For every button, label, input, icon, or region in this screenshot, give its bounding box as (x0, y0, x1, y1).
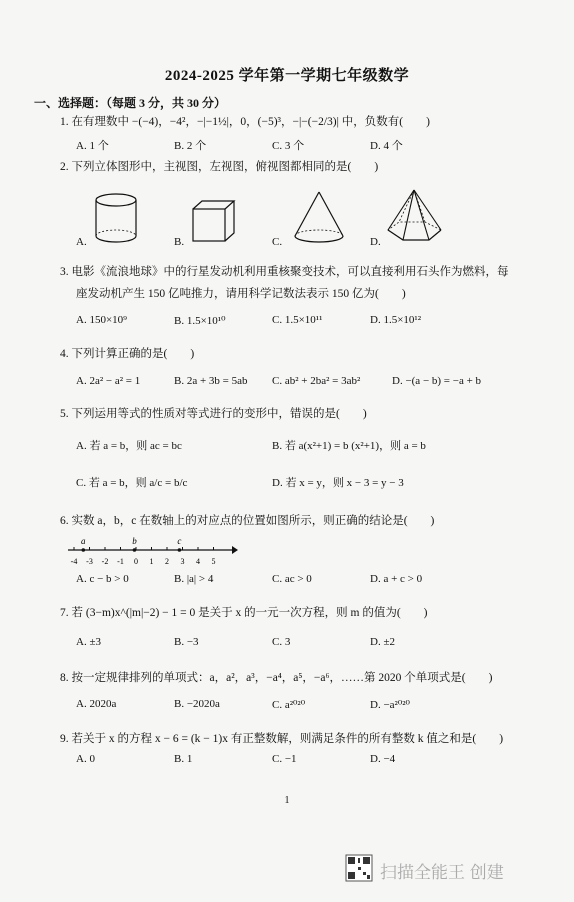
axis-tick-label: 1 (149, 557, 154, 566)
q7-option-c: C. 3 (272, 636, 291, 648)
pyramid-figure (385, 188, 445, 250)
q5-option-a: A. 若 a = b，则 ac = bc (76, 440, 182, 452)
point-label-c: c (177, 536, 182, 546)
q3-option-c: C. 1.5×10¹¹ (272, 314, 323, 326)
q4-option-a: A. 2a² − a² = 1 (76, 375, 141, 387)
cube-figure (192, 200, 238, 248)
point-label-b: b (132, 536, 137, 546)
q7-option-b: B. −3 (174, 636, 199, 648)
q4-option-d: D. −(a − b) = −a + b (392, 375, 482, 387)
q5-option-b: B. 若 a(x²+1) = b (x²+1)，则 a = b (272, 440, 426, 452)
question-1: 1. 在有理数中 −(−4)，−4²，−|−1½|，0，(−5)³，−|−(−2/3)| 中，负数有( ) (60, 116, 430, 128)
q6-option-c: C. ac > 0 (272, 573, 312, 585)
q8-option-c: C. a²⁰²⁰ (272, 699, 306, 711)
axis-tick-label: 3 (180, 557, 185, 566)
axis-tick-label: 4 (196, 557, 200, 566)
question-3: 3. 电影《流浪地球》中的行星发动机利用重核聚变技术，可以直接利用石头作为燃料，每 (60, 266, 509, 278)
q6-option-b: B. |a| > 4 (174, 573, 214, 585)
q9-option-c: C. −1 (272, 753, 297, 765)
q2-option-a: A. (76, 236, 87, 248)
axis-tick-label: -2 (101, 557, 109, 566)
qr-code-icon (346, 855, 372, 881)
page-number: 1 (284, 795, 290, 806)
number-line (68, 536, 238, 568)
question-9: 9. 若关于 x 的方程 x − 6 = (k − 1)x 有正整数解，则满足条件的所有整数 k 值之和是( ) (60, 733, 504, 745)
q9-option-b: B. 1 (174, 753, 193, 765)
question-7: 7. 若 (3−m)x^(|m|−2) − 1 = 0 是关于 x 的一元一次方程，则 m 的值为( ) (60, 607, 428, 619)
q2-option-d: D. (370, 236, 381, 248)
question-6: 6. 实数 a，b，c 在数轴上的对应点的位置如图所示，则正确的结论是( ) (60, 515, 435, 527)
q1-option-c: C. 3 个 (272, 140, 305, 152)
question-2: 2. 下列立体图形中，主视图，左视图，俯视图都相同的是( ) (60, 161, 379, 173)
axis-tick-label: 0 (134, 557, 138, 566)
q6-option-a: A. c − b > 0 (76, 573, 129, 585)
axis-tick-label: 2 (165, 557, 169, 566)
cylinder-figure (95, 192, 145, 248)
q4-option-b: B. 2a + 3b = 5ab (174, 375, 248, 387)
axis-tick-label: -1 (117, 557, 124, 566)
q2-option-b: B. (174, 236, 185, 248)
q9-option-d: D. −4 (370, 753, 396, 765)
question-5: 5. 下列运用等式的性质对等式进行的变形中，错误的是( ) (60, 408, 367, 420)
axis-tick-label: -4 (70, 557, 78, 566)
q1-option-b: B. 2 个 (174, 140, 207, 152)
q5-option-d: D. 若 x = y，则 x − 3 = y − 3 (272, 477, 404, 489)
page-title: 2024-2025 学年第一学期七年级数学 (164, 68, 410, 84)
q3-option-d: D. 1.5×10¹² (370, 314, 421, 326)
question-8: 8. 按一定规律排列的单项式：a，a²，a³，−a⁴，a⁵，−a⁶，……第 2020 个单项式是( ) (60, 672, 493, 684)
q8-option-d: D. −a²⁰²⁰ (370, 699, 410, 711)
q1-option-a: A. 1 个 (76, 140, 109, 152)
section-heading: 一、选择题：（每题 3 分，共 30 分） (34, 96, 227, 110)
question-4: 4. 下列计算正确的是( ) (60, 348, 195, 360)
q8-option-a: A. 2020a (76, 698, 117, 710)
watermark-text: 扫描全能王 创建 (380, 863, 504, 882)
axis-tick-label: -3 (86, 557, 93, 566)
point-label-a: a (81, 536, 86, 546)
cone-figure (292, 190, 348, 250)
q7-option-d: D. ±2 (370, 636, 395, 648)
q3-option-b: B. 1.5×10¹⁰ (174, 315, 226, 327)
axis-tick-label: 5 (211, 557, 216, 566)
point-b (133, 548, 137, 552)
q1-option-d: D. 4 个 (370, 140, 403, 152)
q5-option-c: C. 若 a = b，则 a/c = b/c (76, 477, 188, 489)
point-a (82, 548, 86, 552)
q8-option-b: B. −2020a (174, 698, 220, 710)
question-3-line2: 座发动机产生 150 亿吨推力，请用科学记数法表示 150 亿为( ) (76, 288, 406, 300)
q4-option-c: C. ab² + 2ba² = 3ab² (272, 375, 361, 387)
q7-option-a: A. ±3 (76, 636, 101, 648)
point-c (178, 548, 182, 552)
q6-option-d: D. a + c > 0 (370, 573, 423, 585)
q3-option-a: A. 150×10⁹ (76, 314, 127, 326)
q2-option-c: C. (272, 236, 283, 248)
q9-option-a: A. 0 (76, 753, 95, 765)
